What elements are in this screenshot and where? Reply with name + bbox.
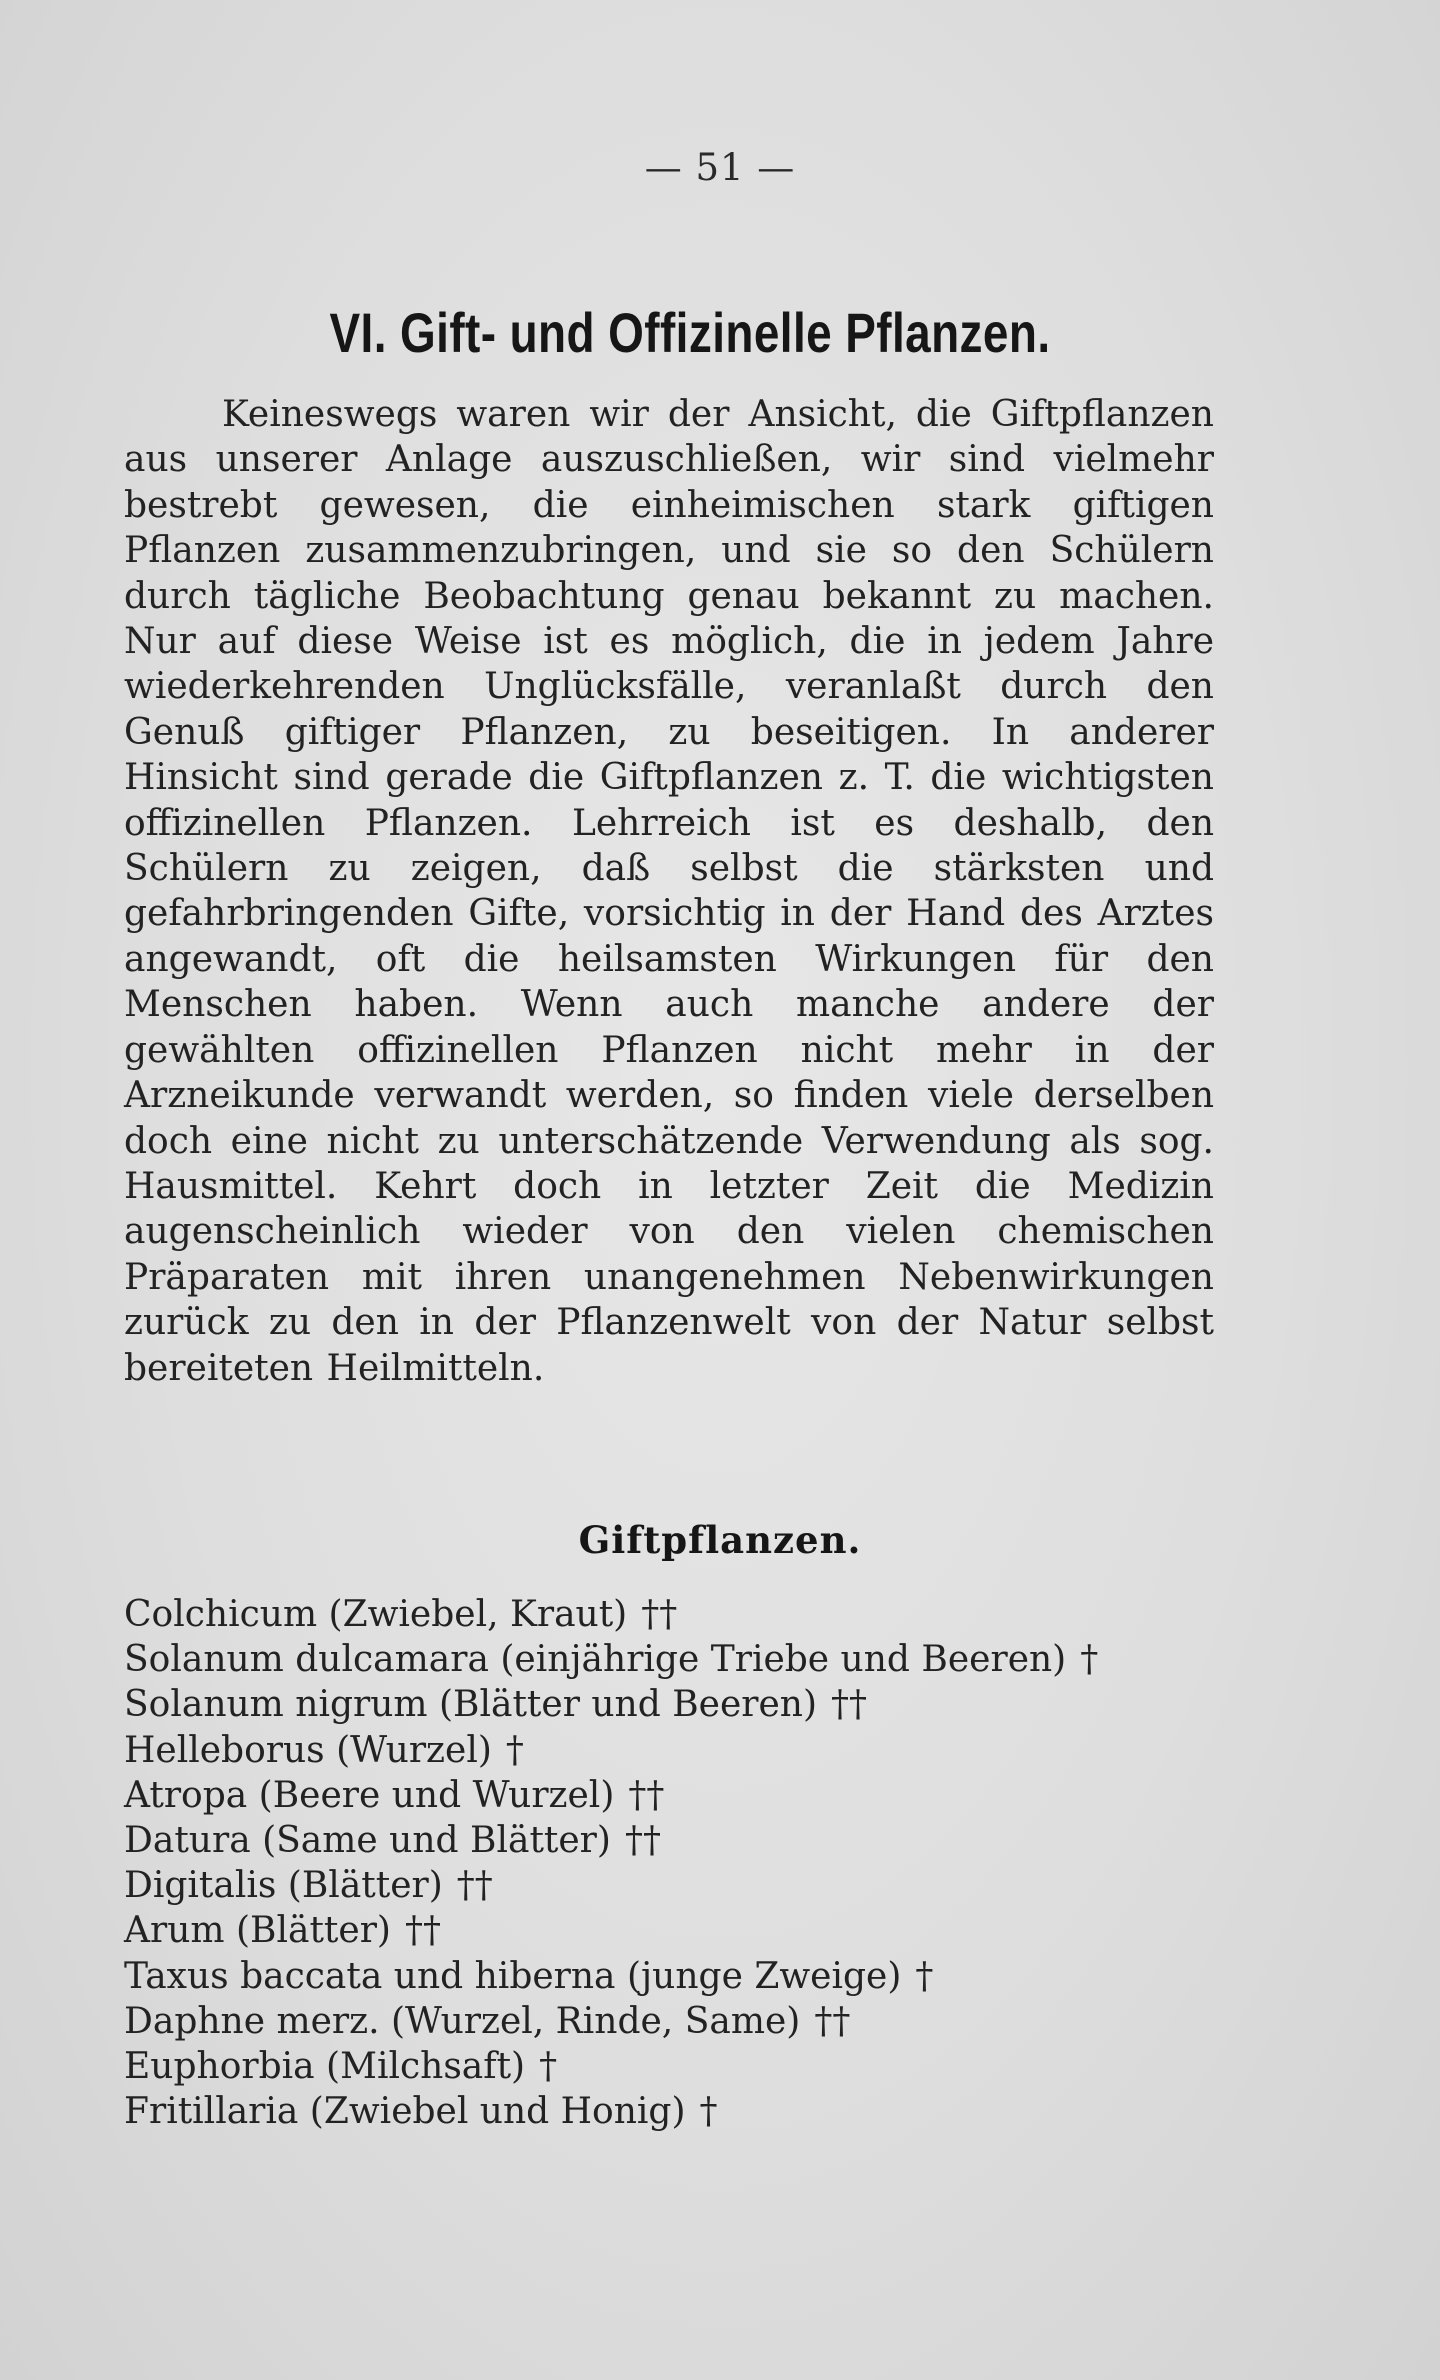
plant-name: Helleborus (Wurzel): [124, 1729, 492, 1771]
list-item: [124, 1999, 1254, 2044]
list-item: [124, 1863, 1254, 1908]
poison-plant-list: [124, 1592, 1254, 2134]
plant-name: Arum (Blätter): [124, 1910, 391, 1952]
toxicity-mark: ††: [624, 1820, 661, 1862]
list-item: [124, 1728, 1254, 1773]
section-heading: Giftpflanzen.: [578, 1518, 862, 1562]
plant-name: Daphne merz. (Wurzel, Rinde, Same): [124, 2000, 801, 2042]
toxicity-mark: ††: [831, 1684, 868, 1726]
plant-name: Solanum dulcamara (einjährige Triebe und Beeren): [124, 1639, 1067, 1681]
list-item: [124, 1818, 1254, 1863]
chapter-title: VI. Gift- und Offizinelle Pflanzen.: [329, 301, 1051, 364]
toxicity-mark: ††: [628, 1774, 665, 1816]
toxicity-mark: †: [915, 1955, 934, 1997]
plant-name: Digitalis (Blätter): [124, 1865, 443, 1907]
body-paragraph: Keineswegs waren wir der Ansicht, die Giftpflanzen aus unserer Anlage auszuschließen, wir sind vielmehr bestrebt gewesen, die einheimischen stark giftigen Pflanzen zusammenzubringen, und sie so den Schülern durch tägliche Beobachtung genau bekannt zu machen. Nur auf diese Weise ist es möglich, die in jedem Jahre wiederkehrenden Unglücksfälle, veranlaßt durch den Genuß giftiger Pflanzen, zu beseitigen. In anderer Hinsicht sind gerade die Giftpflanzen z. T. die wichtigsten offizinellen Pflanzen. Lehrreich ist es deshalb, den Schülern zu zeigen, daß selbst die stärksten und gefahrbringenden Gifte, vorsichtig in der Hand des Arztes angewandt, oft die heilsamsten Wirkungen für den Menschen haben. Wenn auch manche andere der gewählten offizinellen Pflanzen nicht mehr in der Arzneikunde verwandt werden, so finden viele derselben doch eine nicht zu unterschätzende Verwendung als sog. Hausmittel. Kehrt doch in letzter Zeit die Medizin augenscheinlich wieder von den vielen chemischen Präparaten mit ihren unangenehmen Nebenwirkungen zurück zu den in der Pflanzenwelt von der Natur selbst bereiteten Heilmitteln.: [124, 394, 1214, 1389]
plant-name: Atropa (Beere und Wurzel): [124, 1774, 615, 1816]
toxicity-mark: †: [505, 1729, 524, 1771]
plant-name: Solanum nigrum (Blätter und Beeren): [124, 1684, 818, 1726]
list-item: [124, 1682, 1254, 1727]
toxicity-mark: ††: [456, 1865, 493, 1907]
plant-name: Fritillaria (Zwiebel und Honig): [124, 2091, 686, 2133]
plant-name: Euphorbia (Milchsaft): [124, 2046, 526, 2088]
list-item: [124, 1908, 1254, 1953]
list-item: [124, 1637, 1254, 1682]
list-item: [124, 1592, 1254, 1637]
toxicity-mark: ††: [404, 1910, 441, 1952]
plant-name: Datura (Same und Blätter): [124, 1820, 611, 1862]
toxicity-mark: ††: [641, 1594, 678, 1635]
toxicity-mark: †: [1080, 1639, 1099, 1681]
toxicity-mark: †: [539, 2046, 558, 2088]
list-item: [124, 2044, 1254, 2089]
list-item: [124, 1773, 1254, 1818]
list-item: [124, 2089, 1254, 2134]
plant-name: Colchicum (Zwiebel, Kraut): [124, 1594, 628, 1635]
plant-name: Taxus baccata und hiberna (junge Zweige): [124, 1955, 902, 1997]
list-item: [124, 1954, 1254, 1999]
toxicity-mark: †: [699, 2091, 718, 2133]
toxicity-mark: ††: [814, 2000, 851, 2042]
page-number: — 51 —: [644, 146, 796, 189]
body-text: [124, 392, 1214, 1391]
